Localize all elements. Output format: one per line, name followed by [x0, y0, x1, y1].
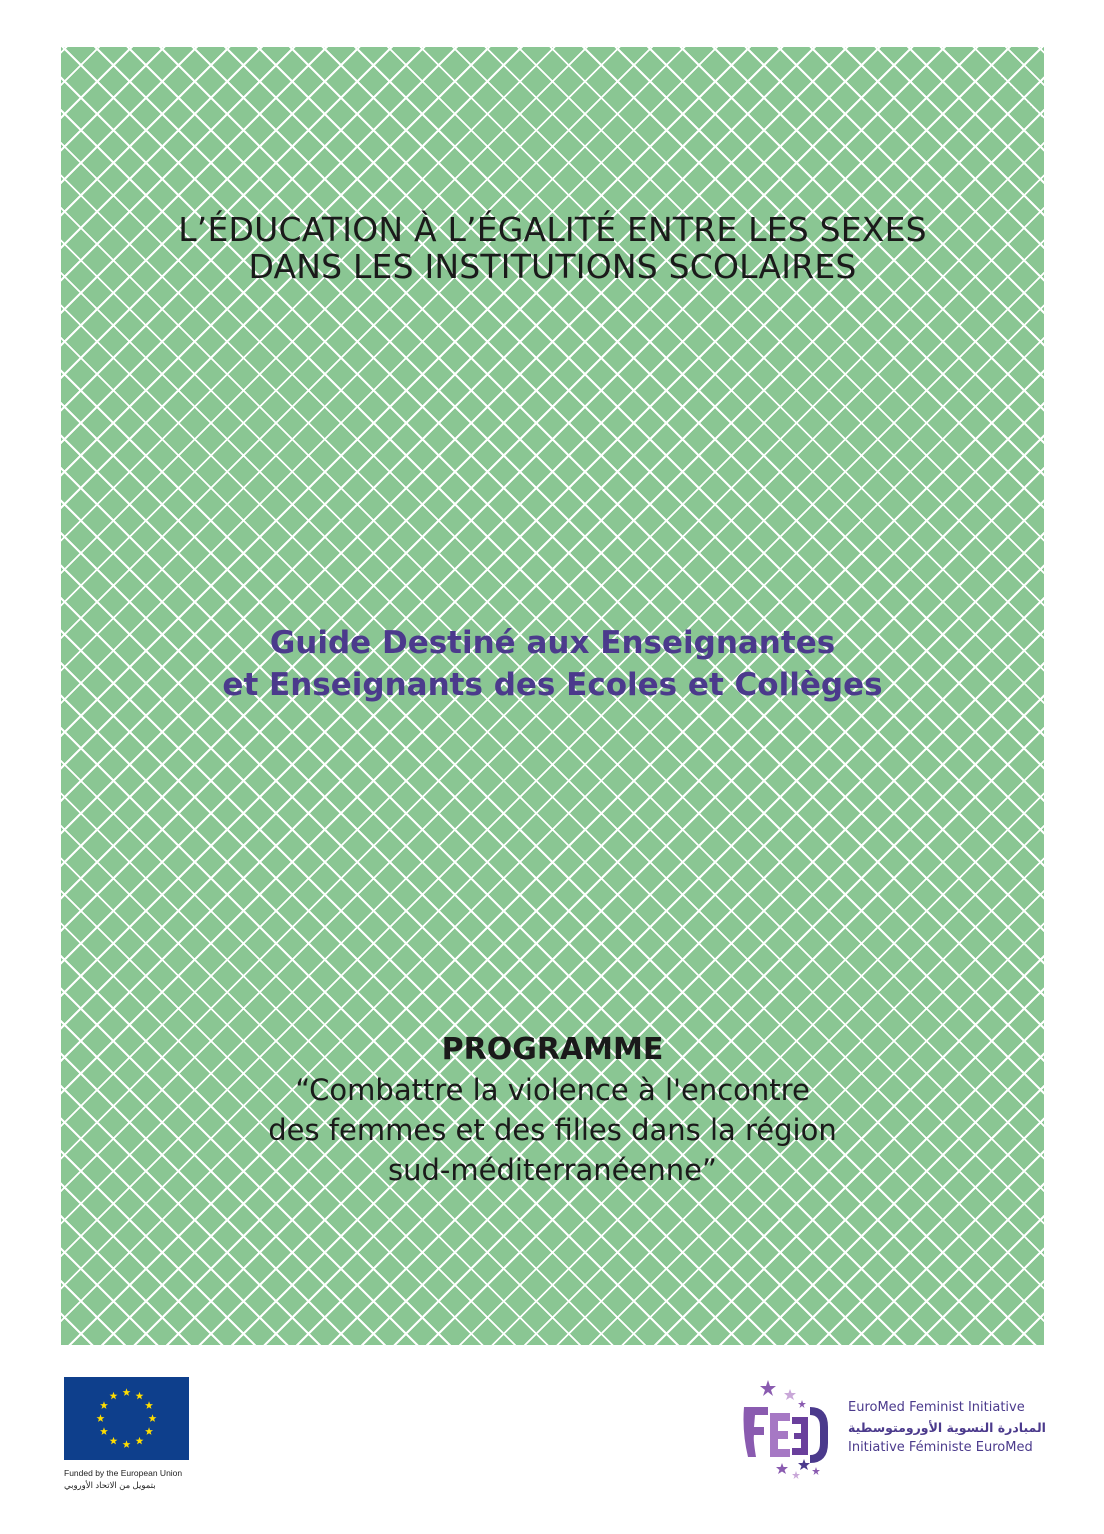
fei-name-ar: المبادرة النسوية الأورومتوسطية [848, 1420, 1046, 1435]
fei-logo-icon [738, 1377, 834, 1482]
program-line-2: des femmes et des filles dans la région [268, 1113, 837, 1147]
subtitle-line-1: Guide Destiné aux Enseignantes [269, 625, 836, 661]
fei-name-en: EuroMed Feminist Initiative [848, 1400, 1025, 1415]
cover-panel [61, 47, 1044, 1345]
eu-flag-icon [64, 1377, 189, 1460]
program-line-3: sud-méditerranéenne” [388, 1153, 717, 1187]
title-line-1: L’ÉDUCATION À L’ÉGALITÉ ENTRE LES SEXES [178, 210, 927, 249]
document-title [61, 211, 1044, 285]
eu-funded-text-ar: بتمويل من الاتحاد الأوروبي [64, 1480, 156, 1490]
fei-name-fr: Initiative Féministe EuroMed [848, 1440, 1033, 1455]
program-line-1: “Combattre la violence à l'encontre [295, 1073, 810, 1107]
eu-funded-text-en: Funded by the European Union [64, 1468, 183, 1478]
eu-funding-block [64, 1377, 189, 1491]
euromed-feminist-initiative-block [738, 1377, 1048, 1482]
subtitle-line-2: et Enseignants des Ecoles et Collèges [222, 667, 883, 703]
program-name [61, 1070, 1044, 1190]
title-line-2: DANS LES INSTITUTIONS SCOLAIRES [248, 247, 857, 286]
document-subtitle [61, 622, 1044, 706]
program-label: PROGRAMME [441, 1032, 664, 1067]
